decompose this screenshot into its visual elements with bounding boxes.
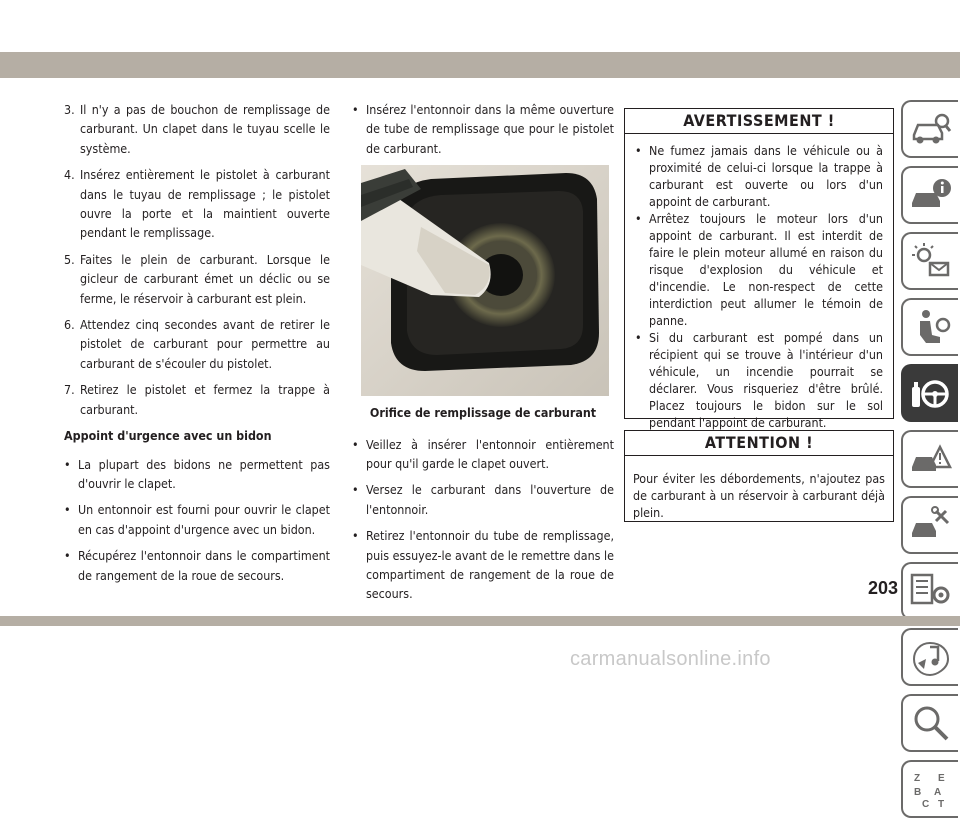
airbag-seat-icon [910,307,952,347]
warning-bullet: • Arrêtez toujours le moteur lors d'un appoint de carburant. Il est interdit de faire le plein moteur allumé en raison du risque d'explosion du véhicule et d'incendie. Le non-respect de cette interdiction peut allumer le témoin de panne. [635,211,883,328]
step-text: Retirez le pistolet et fermez la trappe à carburant. [80,382,330,417]
page-number: 203 [868,578,899,598]
bullet-item: • La plupart des bidons ne permettent pas d'ouvrir le clapet. [64,455,330,494]
chapter-tabs [901,100,958,826]
tab-emergency[interactable] [901,430,958,488]
car-magnifier-icon [910,109,952,149]
step-text: Insérez entièrement le pistolet à carburant dans le tuyau de remplissage ; le pistolet ouvre la porte et la maintient ouverte pendant le remplissage. [80,167,330,241]
warning-bullet: • Ne fumez jamais dans le véhicule ou à proximité de celui-ci lorsque la trappe à carburant est ouverte ou lors d'un appoint de carburant. [635,143,883,209]
caution-box [624,430,894,522]
left-column [64,100,330,592]
specs-gear-icon [910,571,952,611]
svg-text:E: E [937,773,945,784]
step-text: Attendez cinq secondes avant de retirer le pistolet de carburant pour permettre au carburant de s'écouler du pistolet. [80,317,330,371]
light-mail-icon [910,241,952,281]
alphabet-index-icon [910,769,952,809]
bullet-icon: • [352,436,359,452]
bullet-icon: • [352,482,359,498]
bullet-item: • Versez le carburant dans l'ouverture de l'entonnoir. [352,480,614,519]
bullet-icon: • [64,456,71,472]
bullet-item: • Retirez l'entonnoir du tube de remplissage, puis essuyez-le avant de le remettre dans le compartiment de rangement de la roue de secours. [352,526,614,604]
tab-multimedia[interactable] [901,628,958,686]
step-text: Faites le plein de carburant. Lorsque le gicleur de carburant émet un déclic ou se ferme, le réservoir à carburant est plein. [80,251,330,306]
step-7: 7. Retirez le pistolet et fermez la trappe à carburant. [64,380,330,419]
tab-safety[interactable] [901,298,958,356]
fuel-filler-photo [361,165,609,396]
caution-title: ATTENTION ! [625,431,893,456]
bullet-icon: • [352,528,359,544]
car-wrench-icon [910,505,952,545]
step-6: 6. Attendez cinq secondes avant de retirer le pistolet de carburant pour permettre au carburant de s'écouler du pistolet. [64,315,330,373]
bullet-icon: • [64,502,71,518]
bullet-icon: • [64,548,71,564]
steering-wheel-bottle-icon [910,373,952,413]
step-4: 4. Insérez entièrement le pistolet à carburant dans le tuyau de remplissage ; le pistolet ouvre la porte et la maintient ouverte pendant le remplissage. [64,165,330,243]
tab-alphabetical-index[interactable] [901,760,958,818]
car-info-icon [910,175,952,215]
tab-lights-messages[interactable] [901,232,958,290]
warning-box [624,108,894,430]
tab-specifications[interactable] [901,562,958,620]
bullet-icon: • [635,330,642,345]
bullet-item: • Veillez à insérer l'entonnoir entièrement pour qu'il garde le clapet ouvert. [352,435,614,474]
middle-column [352,100,614,611]
svg-text:A: A [933,787,941,798]
music-navigation-icon [910,637,952,677]
bullet-icon: • [352,102,359,117]
bullet-icon: • [635,143,642,158]
top-header-band [0,52,960,78]
svg-text:T: T [937,799,944,810]
car-warning-icon [910,439,952,479]
warning-bullet: • Si du carburant est pompé dans un récipient qui se trouve à l'intérieur d'un véhicule, un incendie pourrait se déclarer. Vous risqueriez d'être brûlé. Placez toujours le bidon sur le sol pendant l'appoint de carburant. [635,330,883,430]
bullet-item: • Récupérez l'entonnoir dans le compartiment de rangement de la roue de secours. [64,546,330,585]
tab-car-magnifier[interactable] [901,100,958,158]
svg-text:Z: Z [913,773,920,784]
bullet-item: • Un entonnoir est fourni pour ouvrir le clapet en cas d'appoint d'urgence avec un bidon. [64,500,330,539]
svg-text:B: B [913,787,921,798]
step-5: 5. Faites le plein de carburant. Lorsque le gicleur de carburant émet un déclic ou se ferme, le réservoir à carburant est plein. [64,250,330,308]
tab-servicing[interactable] [901,496,958,554]
step-text: Il n'y a pas de bouchon de remplissage de carburant. Un clapet dans le tuyau scelle le système. [80,102,330,156]
bullet-item: • Insérez l'entonnoir dans la même ouverture de tube de remplissage que pour le pistolet de carburant. [352,100,614,158]
search-icon [910,703,952,743]
watermark-text: carmanualsonline.info [570,648,771,670]
photo-caption: Orifice de remplissage de carburant [369,405,597,421]
bullet-icon: • [635,211,642,226]
fuel-filler-image [361,165,609,396]
warning-title: AVERTISSEMENT ! [625,109,893,134]
svg-text:C: C [921,799,929,810]
tab-car-info[interactable] [901,166,958,224]
section-subheading: Appoint d'urgence avec un bidon [64,428,272,444]
bottom-footer-band [0,616,960,626]
tab-starting-operating[interactable] [901,364,958,422]
tab-index-search[interactable] [901,694,958,752]
caution-text: Pour éviter les débordements, n'ajoutez pas de carburant à un réservoir à carburant déjà plein. [633,471,885,520]
step-3: 3. Il n'y a pas de bouchon de remplissage de carburant. Un clapet dans le tuyau scelle le système. [64,100,330,158]
